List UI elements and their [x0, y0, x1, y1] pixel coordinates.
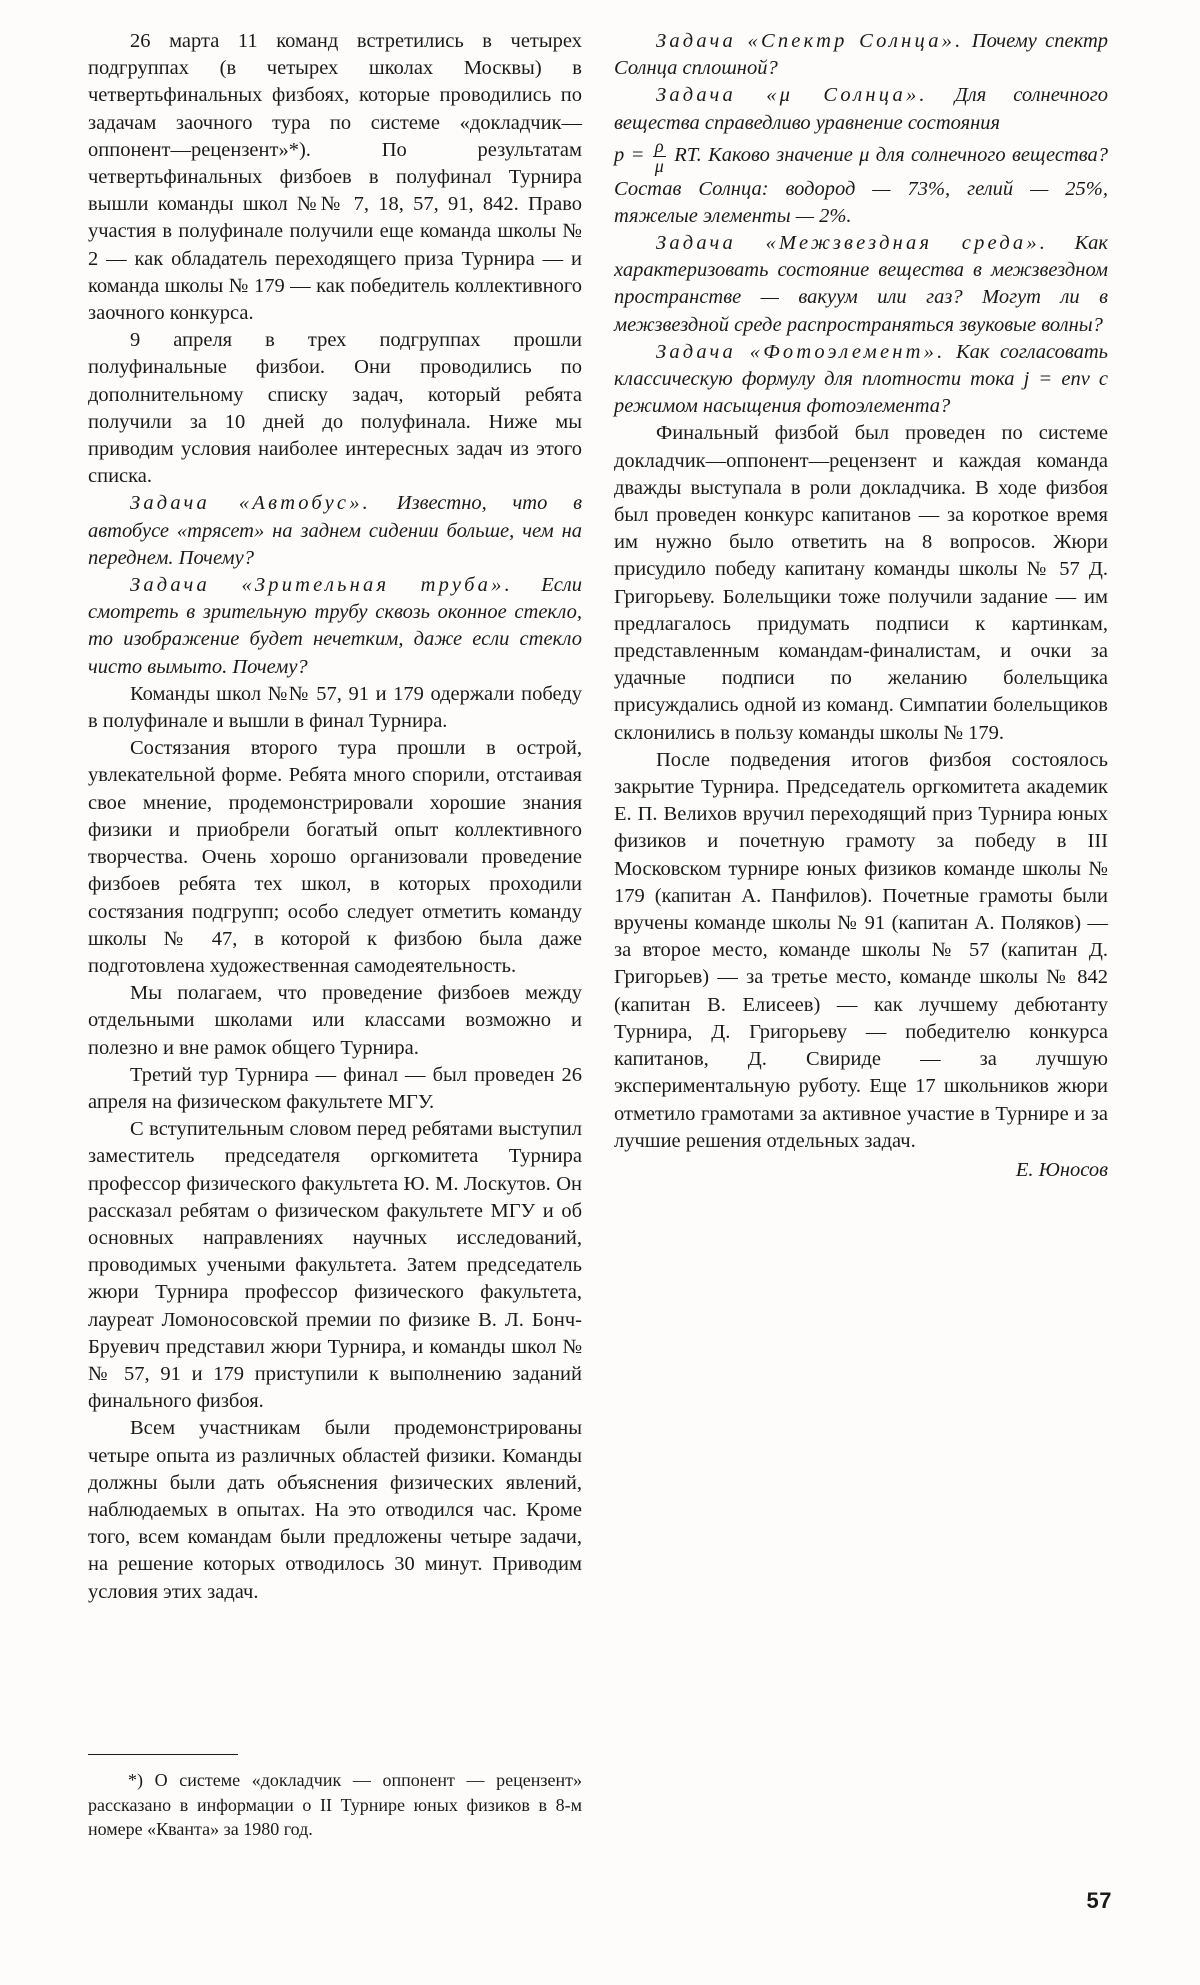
task-foto: [614, 339, 1108, 421]
two-column-body: [88, 28, 1108, 1606]
task-mu-text-before: Для солнечного вещества справедливо уравнение состояния: [614, 84, 1108, 134]
task-mu: [614, 82, 1108, 136]
fraction-numerator: ρ: [655, 135, 664, 156]
author-signature: Е. Юносов: [1015, 1158, 1108, 1181]
task-foto-title: Задача «Фотоэлемент».: [656, 340, 946, 363]
paragraph: Мы полагаем, что проведение физбоев между отдельными школами или классами возможно и полезно и вне рамок общего Турнира.: [88, 982, 582, 1059]
footnote-block: [88, 1768, 582, 1842]
task-sreda-title: Задача «Межзвездная среда».: [656, 232, 1049, 254]
fraction-denominator: μ: [654, 155, 664, 176]
footnote-text: *) О системе «докладчик — оппонент — рецензент» рассказано в информации о II Турнире юных физиков в 8-м номере «Кванта» за 1980 год.: [88, 1770, 582, 1839]
paragraph: 9 апреля в трех подгруппах прошли полуфинальные физбои. Они проводились по дополнительному списку задач, который ребята получили за 10 дней до полуфинала. Ниже мы приводим условия наиболее интересных задач из этого списка.: [88, 329, 582, 488]
task-avtobus-text: Известно, что в автобусе «трясет» на заднем сидении больше, чем на переднем. Почему?: [88, 492, 583, 569]
left-column: [88, 28, 582, 1606]
paragraph: С вступительным словом перед ребятами выступил заместитель председателя оргкомитета Турнира профессор физического факультета Ю. М. Лоскутов. Он рассказал ребятам о физическом факультете МГУ и об основных направлениях научных исследований, проводимых учеными факультета. Затем председатель жюри Турнира профессор физического факультета, лауреат Ломоносовской премии по физике В. Л. Бонч-Бруевич представил жюри Турнира, и команды школ №№ 57, 91 и 179 приступили к выполнению заданий финального физбоя.: [88, 1118, 582, 1413]
task-spektr: [614, 28, 1108, 82]
formula-right: RT.: [674, 143, 702, 166]
task-truba: [88, 572, 582, 681]
page-number: 57: [1086, 1888, 1112, 1913]
task-mu-formula-line: [614, 137, 1108, 230]
paragraph: После подведения итогов физбоя состоялось закрытие Турнира. Председатель оргкомитета академик Е. П. Велихов вручил переходящий приз Турнира юных физиков и почетную грамоту за победу в III Московском турнире юных физиков команде школы № 179 (капитан А. Панфилов). Почетные грамоты были вручены команде школы № 91 (капитан А. Поляков) — за второе место, команде школы № 57 (капитан Д. Григорьев) — за третье место, команде школы № 842 (капитан В. Елисеев) — как лучшему дебютанту Турнира, Д. Григорьеву — победителю конкурса капитанов, Д. Свириде — за лучшую экспериментальную руботу. Еще 17 школьников жюри отметило грамотами за активное участие в Турнире и за лучшие решения отдельных задач.: [614, 748, 1108, 1152]
task-truba-title: Задача «Зрительная труба».: [130, 574, 513, 597]
formula-left: p =: [614, 143, 645, 166]
task-sreda: [614, 230, 1108, 339]
paragraph: Третий тур Турнира — финал — был проведен 26 апреля на физическом факультете МГУ.: [88, 1063, 582, 1113]
paragraph: Финальный физбой был проведен по системе докладчик—оппонент—рецензент и каждая команда дважды выступала в роли докладчика. В ходе физбоя был проведен конкурс капитанов — за короткое время им нужно было ответить на 8 вопросов. Жюри присудило победу капитану команды школы № 57 Д. Григорьеву. Болельщики тоже получили задание — им предлагалось придумать подписи к картинкам, представленным командам-финалистам, и очки за удачные подписи по желанию болельщика присуждались одной из команд. Симпатии болельщиков склонились в пользу команды школы № 179.: [614, 422, 1108, 744]
paragraph: Команды школ №№ 57, 91 и 179 одержали победу в полуфинале и вышли в финал Турнира.: [88, 682, 582, 733]
task-mu-title: Задача «μ Солнца».: [656, 84, 928, 107]
task-truba-text: Если смотреть в зрительную трубу сквозь оконное стекло, то изображение будет нечетким, даже если стекло чисто вымыто. Почему?: [88, 574, 582, 678]
footnote-divider: [88, 1754, 238, 1755]
fraction-rho-mu: [653, 137, 666, 176]
task-spektr-text: Почему спектр Солнца сплошной?: [614, 30, 1108, 80]
task-spektr-title: Задача «Спектр Солнца».: [656, 30, 964, 52]
task-sreda-text: Как характеризовать состояние вещества в межзвездном пространстве — вакуум или газ? Могут ли в межзвездной среде распространяться звуковые волны?: [614, 232, 1109, 336]
paragraph: Всем участникам были продемонстрированы четыре опыта из различных областей физики. Команды должны были дать объяснения физических явлений, наблюдаемых в опытах. На это отводился час. Кроме того, всем командам были предложены четыре задачи, на решение которых отводилось 30 минут. Приводим условия этих задач.: [88, 1417, 582, 1603]
task-avtobus-title: Задача «Автобус».: [130, 492, 372, 515]
task-avtobus: [88, 490, 582, 572]
task-mu-text-after: Каково значение μ для солнечного вещества? Состав Солнца: водород — 73%, гелий — 25%, тяжелые элементы — 2%.: [614, 143, 1109, 227]
paragraph: 26 марта 11 команд встретились в четырех подгруппах (в четырех школах Москвы) в четвертьфинальных физбоях, которые проводились по задачам заочного тура по системе «докладчик—оппонент—рецензент»*). По результатам четвертьфинальных физбоев в полуфинал Турнира вышли команды школ №№ 7, 18, 57, 91, 842. Право участия в полуфинале получили еще команда школы № 2 — как обладатель переходящего приза Турнира — и команда школы № 179 — как победитель коллективного заочного конкурса.: [88, 30, 582, 325]
paragraph: Состязания второго тура прошли в острой, увлекательной форме. Ребята много спорили, отстаивая свое мнение, продемонстрировали хорошие знания физики и приобрели богатый опыт коллективного творчества. Очень хорошо организовали проведение физбоев ребята тех школ, в которых проходили состязания подгрупп; особо следует отметить команду школы № 47, в которой к физбою была даже подготовлена художественная самодеятельность.: [88, 737, 582, 977]
task-foto-text: Как согласовать классическую формулу для плотности тока j = enν с режимом насыщения фотоэлемента?: [614, 340, 1108, 418]
right-column: [614, 28, 1108, 1606]
